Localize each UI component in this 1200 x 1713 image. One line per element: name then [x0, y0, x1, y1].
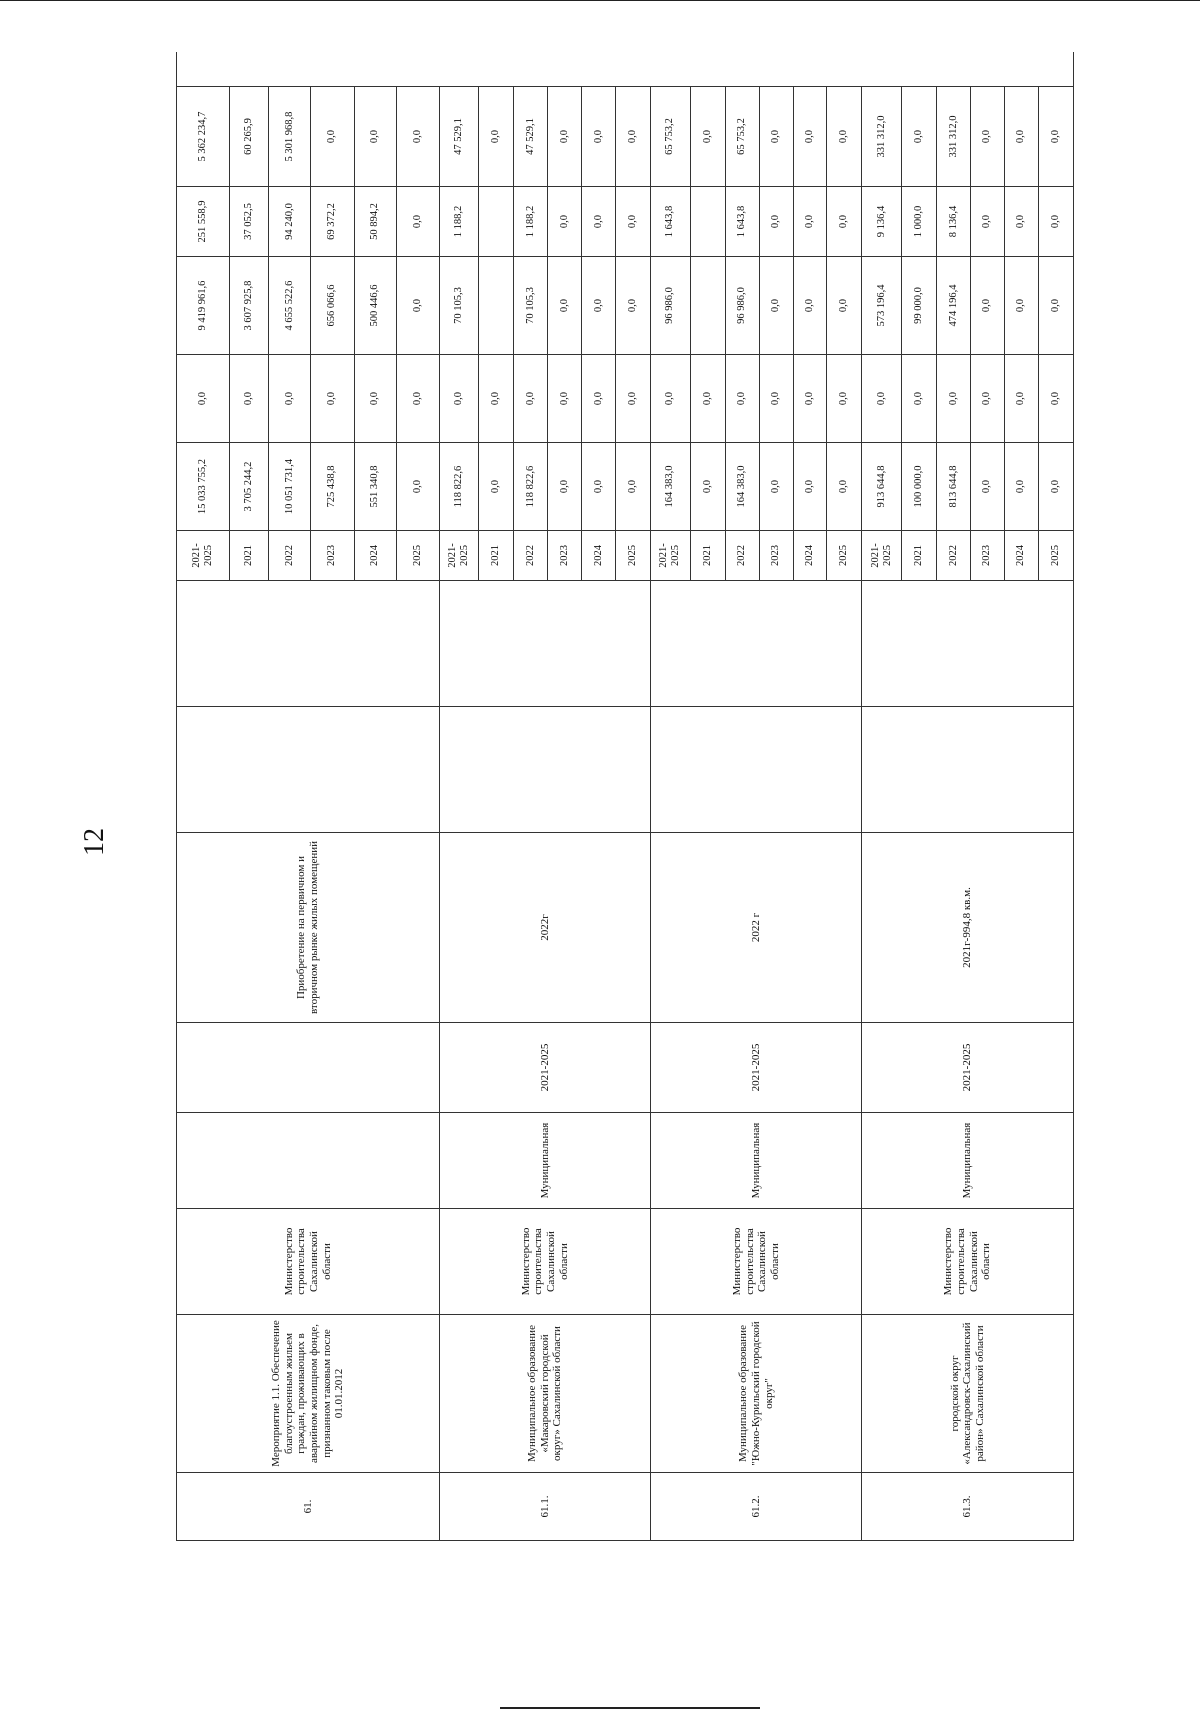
value-regional: 94 240,0 [269, 187, 311, 257]
value-local: 65 753,2 [725, 87, 759, 187]
value-federal-a: 0,0 [827, 355, 862, 443]
value-total: 10 051 731,4 [269, 443, 311, 531]
value-total: 0,0 [690, 443, 725, 531]
year-cell: 2023 [548, 531, 582, 581]
table-row [862, 52, 902, 1541]
row-type: Муниципальная [439, 1113, 650, 1209]
year-cell: 2024 [354, 531, 396, 581]
value-local: 0,0 [971, 87, 1005, 187]
value-total: 725 438,8 [311, 443, 354, 531]
value-federal-a: 0,0 [616, 355, 651, 443]
value-local: 0,0 [396, 87, 439, 187]
row-result: 2021г-994,8 кв.м. [862, 833, 1074, 1023]
row-executor: Министерство строительства Сахалинской области [439, 1209, 650, 1315]
value-regional: 37 052,5 [229, 187, 269, 257]
row-number: 61. [177, 1473, 440, 1541]
value-federal-b: 474 196,4 [937, 257, 971, 355]
value-total: 0,0 [1038, 443, 1073, 531]
value-federal-b: 500 446,6 [354, 257, 396, 355]
value-local: 60 265,9 [229, 87, 269, 187]
value-regional: 0,0 [582, 187, 616, 257]
value-federal-a: 0,0 [269, 355, 311, 443]
value-local: 5 362 234,7 [177, 87, 230, 187]
rotated-table-container [176, 52, 1074, 1541]
row-executor: Министерство строительства Сахалинской области [862, 1209, 1074, 1315]
value-total: 100 000,0 [902, 443, 937, 531]
value-regional: 1 188,2 [439, 187, 479, 257]
value-local: 0,0 [479, 87, 514, 187]
value-total: 0,0 [793, 443, 827, 531]
value-federal-a: 0,0 [1038, 355, 1073, 443]
year-cell: 2021 [902, 531, 937, 581]
value-local: 331 312,0 [862, 87, 902, 187]
value-regional: 9 136,4 [862, 187, 902, 257]
value-federal-b: 70 105,3 [439, 257, 479, 355]
value-local: 0,0 [690, 87, 725, 187]
value-federal-b: 96 986,0 [651, 257, 691, 355]
value-regional: 251 558,9 [177, 187, 230, 257]
value-federal-b: 70 105,3 [514, 257, 548, 355]
row-number: 61.3. [862, 1473, 1074, 1541]
year-cell: 2022 [725, 531, 759, 581]
value-total: 0,0 [971, 443, 1005, 531]
value-local: 0,0 [311, 87, 354, 187]
value-federal-b: 0,0 [793, 257, 827, 355]
value-federal-a: 0,0 [479, 355, 514, 443]
table-row [439, 52, 479, 1541]
value-local: 47 529,1 [439, 87, 479, 187]
value-total: 15 033 755,2 [177, 443, 230, 531]
value-total: 118 822,6 [514, 443, 548, 531]
row-result: 2022г [439, 833, 650, 1023]
row-type: Муниципальная [651, 1113, 862, 1209]
value-regional: 69 372,2 [311, 187, 354, 257]
value-regional: 0,0 [616, 187, 651, 257]
row-period [177, 1023, 440, 1113]
value-regional: 0,0 [548, 187, 582, 257]
row-empty-last-col [177, 52, 1074, 87]
value-regional: 8 136,4 [937, 187, 971, 257]
row-empty-col-8 [439, 581, 650, 707]
value-federal-b: 9 419 961,6 [177, 257, 230, 355]
row-executor: Министерство строительства Сахалинской области [177, 1209, 440, 1315]
value-total: 0,0 [396, 443, 439, 531]
value-federal-b: 99 000,0 [902, 257, 937, 355]
value-local: 0,0 [548, 87, 582, 187]
value-local: 0,0 [354, 87, 396, 187]
value-federal-b: 0,0 [759, 257, 793, 355]
row-name: Муниципальное образование "Южно-Курильский городской округ" [651, 1315, 862, 1473]
row-name: Муниципальное образование «Макаровский городской округ» Сахалинской области [439, 1315, 650, 1473]
value-federal-a: 0,0 [396, 355, 439, 443]
value-local: 0,0 [793, 87, 827, 187]
value-total: 0,0 [616, 443, 651, 531]
value-total: 913 644,8 [862, 443, 902, 531]
value-total: 118 822,6 [439, 443, 479, 531]
row-period: 2021-2025 [439, 1023, 650, 1113]
year-cell: 2023 [971, 531, 1005, 581]
row-type [177, 1113, 440, 1209]
year-cell: 2025 [396, 531, 439, 581]
value-total: 0,0 [1004, 443, 1038, 531]
value-federal-a: 0,0 [514, 355, 548, 443]
value-regional: 0,0 [827, 187, 862, 257]
budget-table [176, 52, 1074, 1541]
year-cell: 2024 [1004, 531, 1038, 581]
year-cell: 2022 [937, 531, 971, 581]
value-regional [479, 187, 514, 257]
value-regional: 1 188,2 [514, 187, 548, 257]
value-federal-b: 0,0 [548, 257, 582, 355]
value-federal-b: 0,0 [827, 257, 862, 355]
value-regional: 1 643,8 [725, 187, 759, 257]
value-regional: 0,0 [759, 187, 793, 257]
year-cell: 2025 [616, 531, 651, 581]
value-federal-a: 0,0 [793, 355, 827, 443]
row-empty-col-7 [651, 707, 862, 833]
value-total: 551 340,8 [354, 443, 396, 531]
year-cell: 2025 [1038, 531, 1073, 581]
table-row [177, 52, 230, 1541]
value-local: 0,0 [1004, 87, 1038, 187]
value-local: 0,0 [616, 87, 651, 187]
value-regional: 0,0 [793, 187, 827, 257]
value-regional: 0,0 [396, 187, 439, 257]
row-type: Муниципальная [862, 1113, 1074, 1209]
value-local: 0,0 [759, 87, 793, 187]
value-regional: 1 643,8 [651, 187, 691, 257]
row-name: Мероприятие 1.1. Обеспечение благоустроенным жильем граждан, проживающих в аварийном жилищном фонде, признанном таковым после 01.01.2012 [177, 1315, 440, 1473]
year-cell: 2023 [759, 531, 793, 581]
year-cell: 2025 [827, 531, 862, 581]
value-federal-b: 0,0 [582, 257, 616, 355]
table-body [177, 52, 1074, 1541]
value-local: 0,0 [827, 87, 862, 187]
row-name: городской округ «Александровск-Сахалинский район» Сахалинской области [862, 1315, 1074, 1473]
value-local: 0,0 [582, 87, 616, 187]
value-local: 331 312,0 [937, 87, 971, 187]
value-regional: 1 000,0 [902, 187, 937, 257]
row-period: 2021-2025 [862, 1023, 1074, 1113]
value-federal-a: 0,0 [177, 355, 230, 443]
year-cell: 2021-2025 [862, 531, 902, 581]
row-empty-col-7 [177, 707, 440, 833]
value-federal-a: 0,0 [229, 355, 269, 443]
value-federal-a: 0,0 [582, 355, 616, 443]
year-cell: 2022 [269, 531, 311, 581]
value-federal-a: 0,0 [311, 355, 354, 443]
value-local: 47 529,1 [514, 87, 548, 187]
value-federal-a: 0,0 [354, 355, 396, 443]
year-cell: 2024 [582, 531, 616, 581]
value-total: 3 705 244,2 [229, 443, 269, 531]
value-federal-b: 0,0 [396, 257, 439, 355]
value-regional: 0,0 [1038, 187, 1073, 257]
value-total: 0,0 [479, 443, 514, 531]
value-regional: 0,0 [1004, 187, 1038, 257]
row-empty-col-8 [862, 581, 1074, 707]
row-result: 2022 г [651, 833, 862, 1023]
value-federal-b: 0,0 [1004, 257, 1038, 355]
year-cell: 2021-2025 [651, 531, 691, 581]
year-cell: 2022 [514, 531, 548, 581]
value-federal-b: 573 196,4 [862, 257, 902, 355]
value-regional: 0,0 [971, 187, 1005, 257]
value-federal-b: 4 655 522,6 [269, 257, 311, 355]
value-federal-b: 656 066,6 [311, 257, 354, 355]
value-local: 0,0 [1038, 87, 1073, 187]
value-federal-a: 0,0 [548, 355, 582, 443]
row-period: 2021-2025 [651, 1023, 862, 1113]
rotated-table-frame [176, 52, 1074, 1541]
year-cell: 2021 [479, 531, 514, 581]
value-federal-a: 0,0 [1004, 355, 1038, 443]
page-number: 12 [79, 828, 110, 856]
value-federal-b [479, 257, 514, 355]
value-total: 0,0 [827, 443, 862, 531]
value-federal-a: 0,0 [862, 355, 902, 443]
scan-border-bottom [500, 1707, 760, 1709]
year-cell: 2021-2025 [439, 531, 479, 581]
row-number: 61.2. [651, 1473, 862, 1541]
value-federal-b: 0,0 [971, 257, 1005, 355]
value-total: 164 383,0 [651, 443, 691, 531]
year-cell: 2021 [690, 531, 725, 581]
value-local: 65 753,2 [651, 87, 691, 187]
value-total: 164 383,0 [725, 443, 759, 531]
value-federal-a: 0,0 [902, 355, 937, 443]
value-federal-b: 0,0 [616, 257, 651, 355]
value-total: 0,0 [548, 443, 582, 531]
value-regional: 50 894,2 [354, 187, 396, 257]
value-regional [690, 187, 725, 257]
value-federal-a: 0,0 [937, 355, 971, 443]
value-federal-a: 0,0 [690, 355, 725, 443]
year-cell: 2023 [311, 531, 354, 581]
value-federal-a: 0,0 [439, 355, 479, 443]
value-federal-a: 0,0 [725, 355, 759, 443]
value-federal-b [690, 257, 725, 355]
row-empty-col-8 [177, 581, 440, 707]
value-federal-a: 0,0 [651, 355, 691, 443]
value-federal-a: 0,0 [971, 355, 1005, 443]
row-number: 61.1. [439, 1473, 650, 1541]
value-total: 813 644,8 [937, 443, 971, 531]
row-executor: Министерство строительства Сахалинской области [651, 1209, 862, 1315]
value-local: 5 301 968,8 [269, 87, 311, 187]
value-total: 0,0 [759, 443, 793, 531]
year-cell: 2021-2025 [177, 531, 230, 581]
value-federal-a: 0,0 [759, 355, 793, 443]
row-empty-col-7 [439, 707, 650, 833]
value-local: 0,0 [902, 87, 937, 187]
row-result: Приобретение на первичном и вторичном рынке жилых помещений [177, 833, 440, 1023]
value-total: 0,0 [582, 443, 616, 531]
value-federal-b: 3 607 925,8 [229, 257, 269, 355]
table-row [651, 52, 691, 1541]
year-cell: 2024 [793, 531, 827, 581]
row-empty-col-7 [862, 707, 1074, 833]
row-empty-col-8 [651, 581, 862, 707]
value-federal-b: 96 986,0 [725, 257, 759, 355]
year-cell: 2021 [229, 531, 269, 581]
value-federal-b: 0,0 [1038, 257, 1073, 355]
scan-border-top [0, 0, 1200, 1]
